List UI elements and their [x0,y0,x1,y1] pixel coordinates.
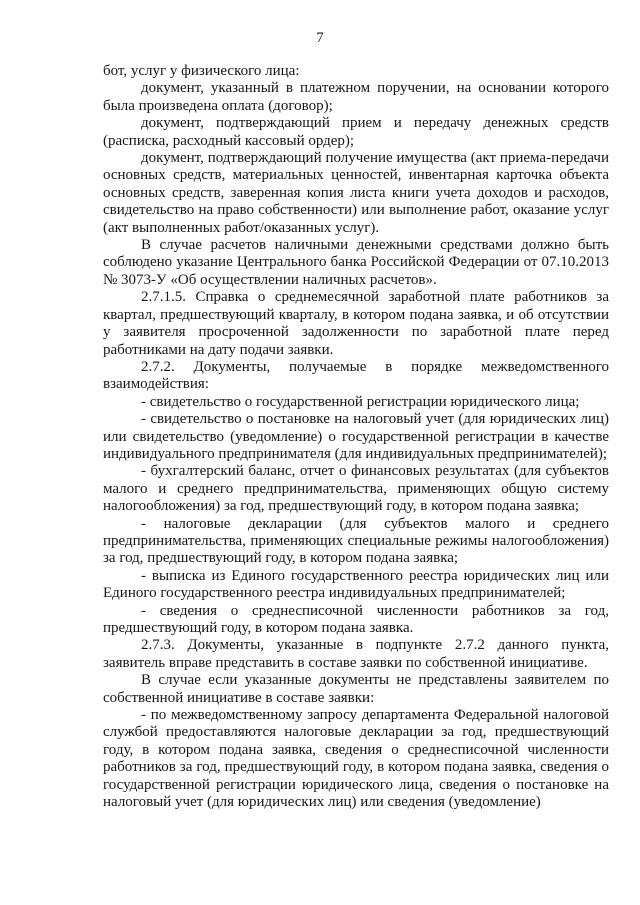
paragraph: 2.7.3. Документы, указанные в подпункте 2.7.2 данного пункта, заявитель вправе представить в составе заявки по собственной инициативе. [103,637,609,671]
paragraph: В случае расчетов наличными денежными средствами должно быть соблюдено указание Центрального банка Российской Федерации от 07.10.2013 № 3073-У «Об осуществлении наличных расчетов». [103,237,609,288]
list-item: - свидетельство о государственной регистрации юридического лица; [141,393,580,410]
list-item: - сведения о среднесписочной численности работников за год, предшествующий году, в котором подана заявка. [103,602,609,636]
paragraph: 2.7.2. Документы, получаемые в порядке межведомственного взаимодействия: [103,358,609,393]
list-item: - выписка из Единого государственного реестра юридических лиц или Единого государственного реестра индивидуальных предпринимателей; [103,567,609,602]
paragraph: В случае если указанные документы не представлены заявителем по собственной инициативе в составе заявки: [103,672,609,706]
list-item: - свидетельство о постановке на налоговый учет (для юридических лиц) или свидетельство (уведомление) о государственной регистрации в качестве индивидуального предпринимателя (для индивидуальных предпринимателей); [103,411,609,462]
page-number: 7 [316,30,324,46]
paragraph: документ, подтверждающий прием и передачу денежных средств (расписка, расходный кассовый ордер); [103,115,609,149]
list-item: - бухгалтерский баланс, отчет о финансовых результатах (для субъектов малого и среднего предпринимательства, применяющих общую систему налогообложения) за год, предшествующий году, в котором подана заявка; [103,463,609,515]
paragraph: документ, указанный в платежном поручении, на основании которого была произведена оплата (договор); [103,80,609,114]
document-body [103,63,609,811]
paragraph: бот, услуг у физического лица: [103,63,300,79]
list-item: - по межведомственному запросу департамента Федеральной налоговой службой предоставляются налоговые декларации за год, предшествующий году, в котором подана заявка, сведения о среднесписочной численности работников за год, предшествующий году, в котором подана заявка, сведения о государственной регистрации юридического лица, сведения о постановке на налоговый учет (для юридических лиц) или сведения (уведомление) [103,707,609,811]
paragraph: документ, подтверждающий получение имущества (акт приема-передачи основных средств, материальных ценностей, инвентарная карточка объекта основных средств, заверенная копия листа книги учета доходов и расходов, свидетельство на право собственности) или выполнение работ, оказание услуг (акт выполненных работ/оказанных услуг). [103,150,609,236]
list-item: - налоговые декларации (для субъектов малого и среднего предпринимательства, применяющих специальные режимы налогообложения) за год, предшествующий году, в котором подана заявка; [103,515,609,567]
paragraph: 2.7.1.5. Справка о среднемесячной заработной плате работников за квартал, предшествующий кварталу, в котором подана заявка, и об отсутствии у заявителя просроченной задолженности по заработной плате перед работниками на дату подачи заявки. [103,289,609,358]
